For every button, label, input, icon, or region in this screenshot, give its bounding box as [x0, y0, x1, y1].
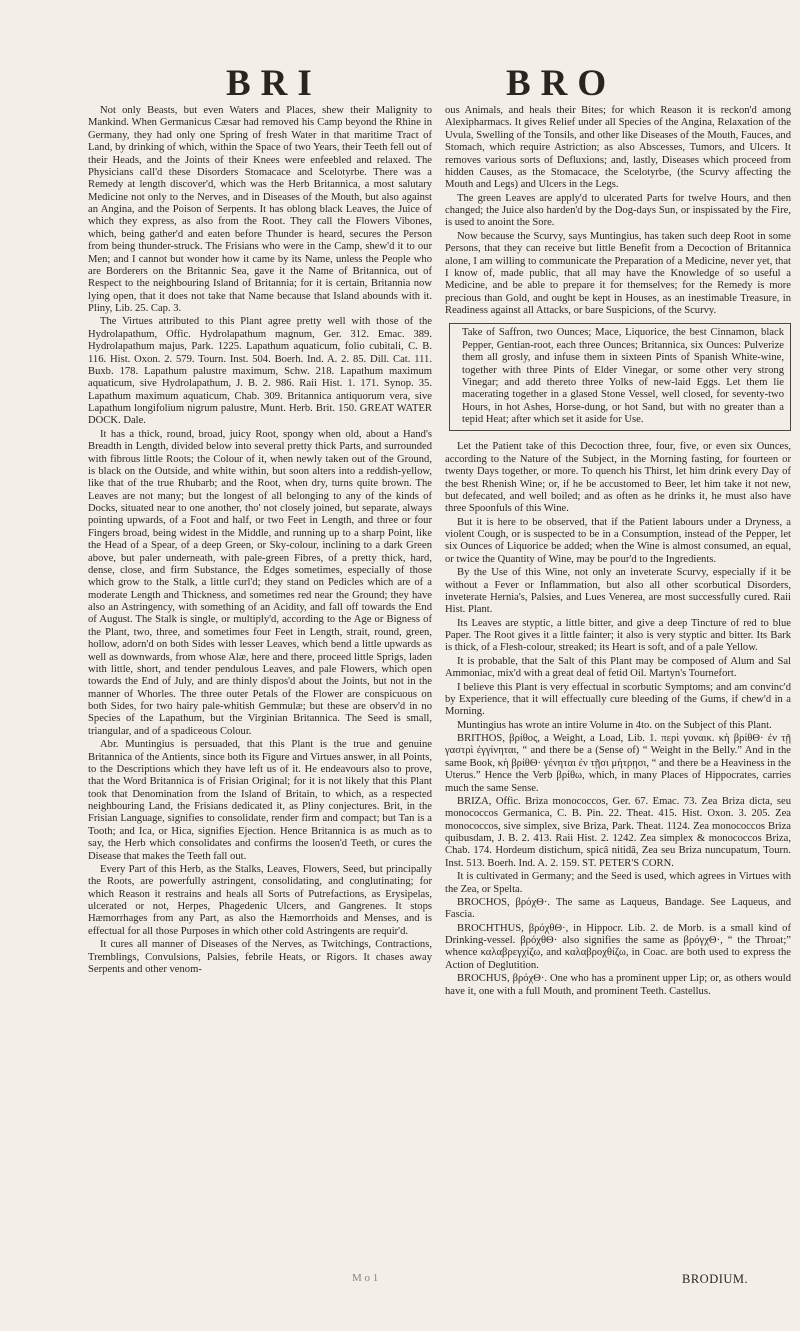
- paragraph: Let the Patient take of this Decoction three, four, five, or even six Ounces, according to the Nature of the Subject, in the Morning fasting, for fourteen or twenty Days together, or more. To quench his Thirst, let him drink every Day of the best Rhenish Wine; or, if he be accustomed to Beer, let him take it not new, but defecated, and well boiled; and as often as he drinks it, he must also have three Spoonfuls of this Wine.: [445, 441, 791, 515]
- paragraph: It has a thick, round, broad, juicy Root, spongy when old, about a Hand's Breadth in Length, divided below into several pretty thick Parts, and surrounded with fibrous little Roots; the Colour of it, when newly taken out of the Ground, is black on the Outside, and white within, but soon alters into a reddish-yellow, like that of the true Rhubarb; and the Root, when dry, turns quite brown. The Leaves are not many; but the longest of all belonging to any of the kinds of Docks, situated near to one another, tho' not closely joined, but separate, always pointing upwards, of a Foot and half, or two Feet in Length, and three or four Fingers broad, being widest in the Middle, and running up to a sharp Point, like the Head of a Spear, of a deep Green, or Sky-colour, inclining to a dark Green above, but paler underneath, with pale-green Fibres, of a pretty thick, hard, dense, close, and firm Substance, the Edges sometimes, especially of those which grow to the Stalk, a little curl'd; they stand on Pedicles which are of a moderate Length and Thickness, and sometimes red near the Ground; they have also an Astringency, with something of an Acidity, and fall off towards the End of August. The Stalk is single, or multiply'd, according to the Age or Bigness of the Plant, two, three, and sometimes four Feet in Length, strait, round, green, hollow, adorn'd on both Sides with lesser Leaves, which bend a little upwards as well as downwards, from whose Alæ, here and there, proceed little Sprigs, laden with little, short, and tender pendulous Leaves, and pale Flowers, which open towards the End of July, and are thinly dispos'd about the Joints, but not in the manner of Whorles. The three outer Petals of the Flower are conspicuous on both Sides, for two hairy pale-whitish Gemmulæ; but these are observ'd in no Species of the Lapathum, but the Virginian Britannica. The Seed is small, triangular, and of a spadiceous Colour.: [88, 428, 432, 737]
- paragraph: It is probable, that the Salt of this Plant may be composed of Alum and Sal Ammoniac, mix'd with a great deal of fetid Oil. Martyn's Tournefort.: [445, 655, 791, 680]
- left-column: [88, 105, 432, 977]
- right-column: [445, 105, 791, 999]
- entry-brochthus: BROCHTHUS, βρόχθΘ·, in Hippocr. Lib. 2. de Morb. is a small kind of Drinking-vessel. βρόχθΘ· also signifies the same as βρόγχΘ·, “ the Throat;” whence καλαβρεγχίζω, and καλαβροχθίζω, in Coac. are both used to express the Action of Deglutition.: [445, 922, 791, 971]
- running-head-left: BRI: [226, 63, 322, 104]
- paragraph: ous Animals, and heals their Bites; for which Reason it is reckon'd among Alexipharmacs. It gives Relief under all Species of the Angina, Relaxation of the Uvula, Swelling of the Tonsils, and other like Diseases of the Mouth, Fauces, and Stomach, which require Astriction; as also Abscesses, Tumors, and Ulcers. It removes various sorts of Defluxions; and, lastly, Diseases which proceed from hidden Causes, as the Stomacace, the Scelotyrbe, (the Scurvy affecting the Mouth and Legs) and Ulcers in the Legs.: [445, 105, 791, 191]
- recipe-box: [449, 323, 791, 431]
- entry-brochos: BROCHOS, βρόχΘ·. The same as Laqueus, Bandage. See Laqueus, and Fascia.: [445, 896, 791, 921]
- entry-brithos: BRITHOS, βρίθος, a Weight, a Load, Lib. 1. περὶ γυναικ. κὴ βρίθΘ· ἐν τῇ γαστρὶ ἐγγίνηται, “ and there be a (Sense of) “ Weight in the Belly.” And in the same Book, κὴ βρίθΘ· γένηται ἐν τῇσι μήτρῃσι, “ and there be a Heaviness in the Uterus.” Hence the Verb βρίθω, which, in many Places of Hippocrates, carries much the same Sense.: [445, 733, 791, 794]
- recipe-text: Take of Saffron, two Ounces; Mace, Liquorice, the best Cinnamon, black Pepper, Gentian-root, each three Ounces; Britannica, six Ounces: Pulverize them all grosly, and infuse them in sixteen Pints of Spanish White-wine, together with three Pints of Elder Vinegar, or some other very strong Vinegar; and add thereto three Yolks of new-laid Eggs. Let them lie macerating together in a glased Stone Vessel, well closed, for seventy-two Hours, in hot Ashes, Horse-dung, or hot Sand, but with no greater than a tepid Heat; after which set it aside for Use.: [462, 327, 784, 425]
- catchword: BRODIUM.: [682, 1272, 749, 1286]
- paragraph: It is cultivated in Germany; and the Seed is used, which agrees in Virtues with the Zea, or Spelta.: [445, 871, 791, 895]
- paragraph: The Virtues attributed to this Plant agree pretty well with those of the Hydrolapathum, Offic. Hydrolapathum magnum, Ger. 312. Emac. 389. Hydrolapathum majus, Park. 1225. Lapathum aquaticum, folio cubitali, C. B. 116. Hist. Oxon. 2. 579. Tourn. Inst. 504. Boerh. Ind. A. 2. 85. Dill. Cat. 111. Buxb. 178. Lapathum palustre maximum, Schw. 218. Lapathum maximum aquaticum, sive Hydrolapathum, J. B. 2. 986. Raii Hist. 1. 171. Synop. 35. Lapathum maximum aquaticum, Chab. 309. Britannica antiquorum vera, sive Lapathum longifolium nigrum palustre, Munt. Herb. Brit. 150. GREAT WATER DOCK. Dale.: [88, 316, 432, 427]
- paragraph: But it is here to be observed, that if the Patient labours under a Dryness, a violent Cough, or is suspected to be in a Consumption, instead of the Pepper, let six Ounces of Liquorice be added; when the Wine is almost consumed, an equal, or twice the Quantity of Wine, may be pour'd to the Ingredients.: [445, 516, 791, 565]
- running-head-right: BRO: [506, 63, 617, 104]
- entry-briza: BRIZA, Offic. Briza monococcos, Ger. 67. Emac. 73. Zea Briza dicta, seu monococcos Germanica, C. B. Pin. 22. Theat. 415. Hist. Oxon. 3. 205. Zea monococcos, sive simplex, sive Briza, Park. Theat. 1124. Zea monococcos Briza quibusdam, J. B. 2. 413. Raii Hist. 2. 1242. Zea simplex & monococcos Briza, Chab. 174. Hordeum distichum, spicâ nitidâ, Zea seu Briza nuncupatum, Tourn. Inst. 513. Boerh. Ind. A. 2. 159. ST. PETER'S CORN.: [445, 795, 791, 869]
- signature-mark: M o 1: [352, 1272, 379, 1284]
- paragraph: Now because the Scurvy, says Muntingius, has taken such deep Root in some Persons, that they can receive but little Benefit from a Decoction of Britannica alone, I am willing to communicate the Preparation of a Medicine, never yet, that I know of, made public, that all may have the Knowledge of so useful a Medicine, and be able to prepare it for themselves; for the Remedy is more precious than Gold, and ought be kept in Houses, as an inestimable Treasure, in Readiness against all Attacks, or bare Suspicions, of the Scurvy.: [445, 230, 791, 316]
- paragraph: Every Part of this Herb, as the Stalks, Leaves, Flowers, Seed, but principally the Roots, are powerfully astringent, consolidating, and conglutinating; for which Reason it restrains and heals all Sorts of Putrefactions, as Erysipelas, ulcerated or not, Herpes, Phagedenic Ulcers, and Gangrenes. It stops Hæmorrhages from any Part, as also the Hæmorrhoids and Menses, and is effectual for all those Purposes in which other cold Astringents are requir'd.: [88, 863, 432, 937]
- paragraph: It cures all manner of Diseases of the Nerves, as Twitchings, Contractions, Tremblings, Convulsions, Palsies, febrile Heats, or Rigors. It chases away Serpents and other venom-: [88, 939, 432, 975]
- paragraph: I believe this Plant is very effectual in scorbutic Symptoms; and am convinc'd by Experience, that it will effectually cure bleeding of the Gums, if chew'd in a Morning.: [445, 681, 791, 718]
- paragraph: Muntingius has wrote an intire Volume in 4to. on the Subject of this Plant.: [457, 719, 772, 731]
- paragraph: Not only Beasts, but even Waters and Places, shew their Malignity to Mankind. When Germanicus Cæsar had removed his Camp beyond the Rhine in Germany, they had only one Spring of fresh Water in that maritime Tract of Land, by drinking of which, within the Space of two Years, their Teeth fell out of their Heads, and the Joints of their Knees were enfeebled and relaxed. The Physicians call'd these Disorders Stomacace and Scelotyrbe. There was a Remedy at length discover'd, which was the Herb Britannica, a most salutary Medicine not only to the Nerves, and in Diseases of the Mouth, but also against an Angina, and the Poison of Serpents. It has oblong black Leaves, the Juice of which they express, as also from the Root. They call the Flowers Vibones, which, being gather'd and eaten before Thunder is heard, secures the Person from being thunder-struck. The Frisians who were in the Camp, shew'd it to our Men; and I cannot but wonder how it came by its Name, unless the People who are Borderers on the Britannic Sea, gave it the Name of Britannica, out of Respect to the neighbouring Island of Britannia; for it is certain, Britannia now lying open, that it does not take that Name because that Island abounds with it. Pliny, Lib. 25. Cap. 3.: [88, 105, 432, 314]
- paragraph: Its Leaves are styptic, a little bitter, and give a deep Tincture of red to blue Paper. The Root gives it a little fainter; it also is very styptic and bitter. Its Bark is thick, of a Flesh-colour, streaked; its Heart is soft, and of a pale Yellow.: [445, 617, 791, 654]
- paragraph: The green Leaves are apply'd to ulcerated Parts for twelve Hours, and then changed; the Juice also harden'd by the Dog-days Sun, or inspissated by the Fire, is used to anoint the Sore.: [445, 192, 791, 229]
- paragraph: By the Use of this Wine, not only an inveterate Scurvy, especially if it be without a Fever or Inflammation, but also all other scorbutical Disorders, inveterate Hernia's, Palsies, and Lues Venerea, are most successfully cured. Raii Hist. Plant.: [445, 567, 791, 616]
- paragraph: Abr. Muntingius is persuaded, that this Plant is the true and genuine Britannica of the Antients, since both its Figure and Virtues answer, in all Points, to the Descriptions which they have left us of it. He endeavours also to prove, that the Word Britannica is of Frisian Original; for it is not likely that this Plant took that Denomination from the Island of Britain, to which, as a respected neighbouring Land, the Frisians dedicated it, as Pliny conjectures. Brit, in the Frisian Language, signifies to consolidate, render firm and compact; but Tan is a Tooth; and Ica, or Hica, signifies Ejection. Hence Britannica is as much as to say, the Herb which consolidates and confirms the loosen'd Teeth, or cures the Disease that makes the Teeth fall out.: [88, 739, 432, 862]
- entry-brochus: BROCHUS, βρόχΘ·. One who has a prominent upper Lip; or, as others would have it, one with a full Mouth, and prominent Teeth. Castellus.: [445, 973, 791, 997]
